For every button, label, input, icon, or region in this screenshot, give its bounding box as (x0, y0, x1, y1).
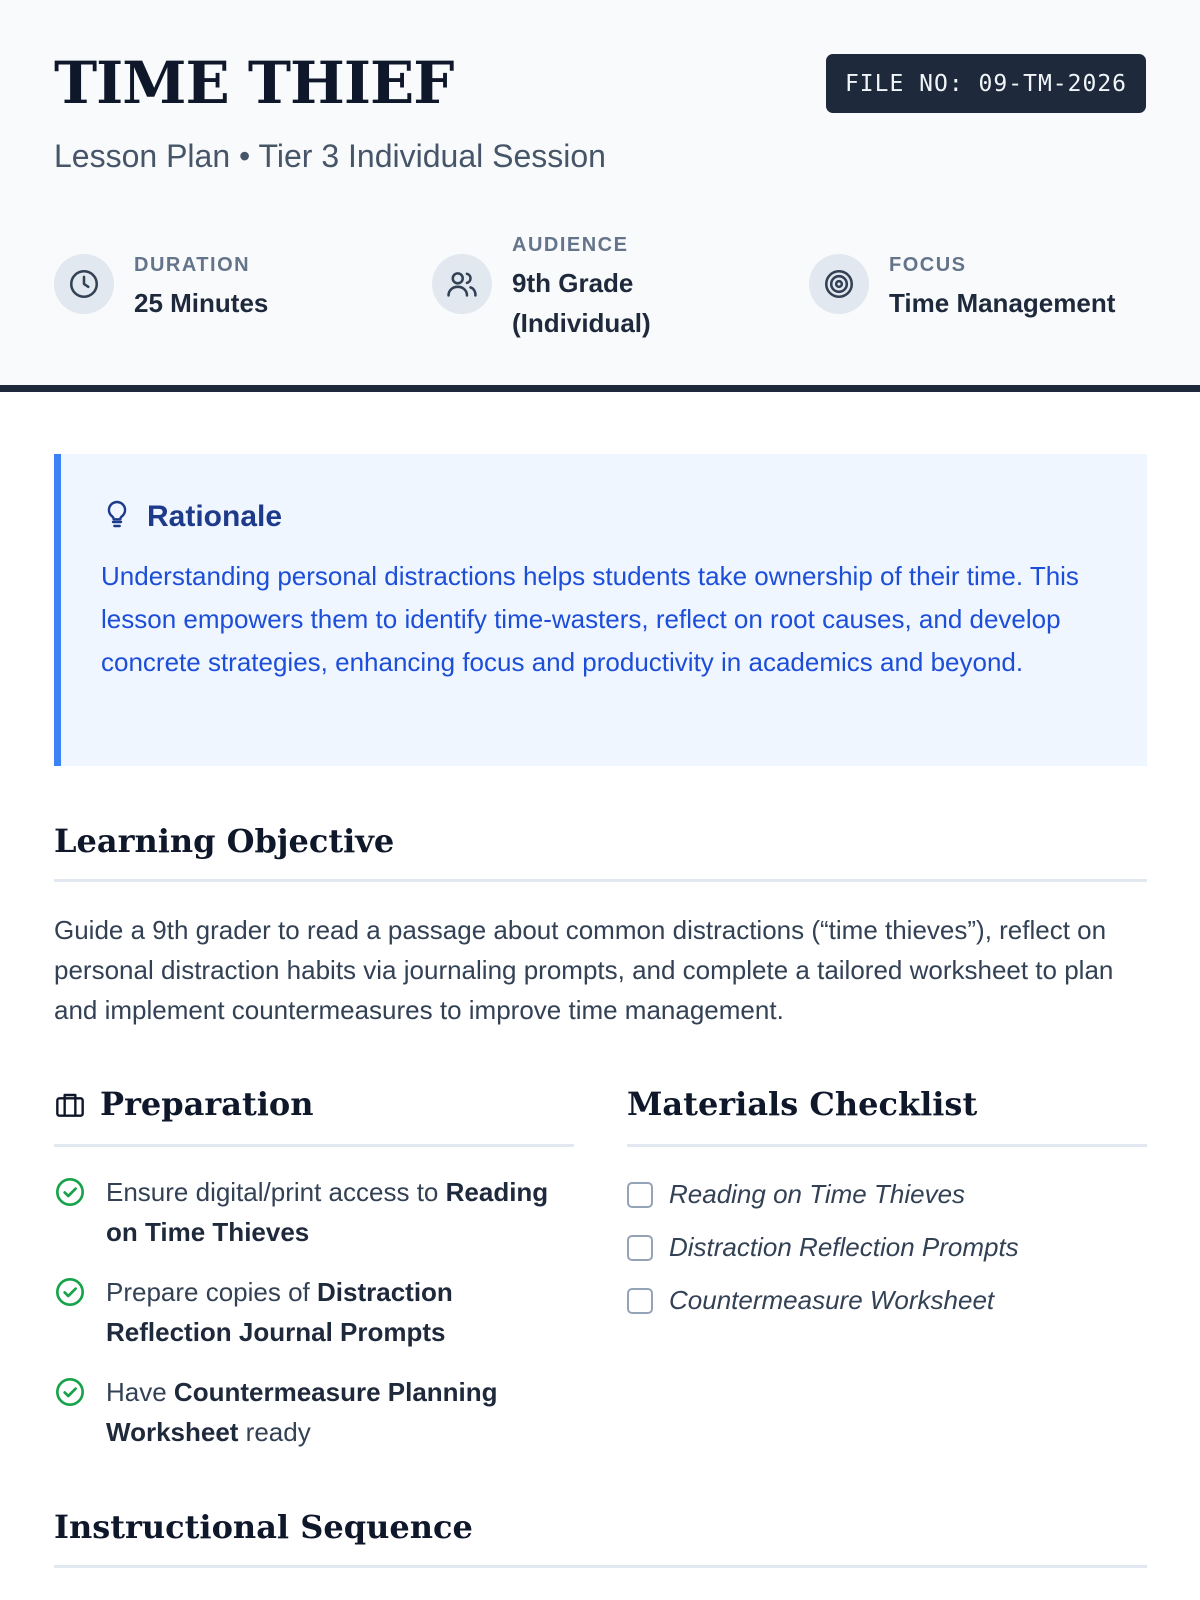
clock-icon (54, 254, 114, 314)
check-circle-icon (54, 1376, 86, 1408)
list-item (54, 1372, 574, 1452)
checkbox[interactable] (627, 1235, 653, 1261)
checklist-item-label: Distraction Reflection Prompts (669, 1232, 1019, 1262)
checkbox[interactable] (627, 1288, 653, 1314)
rationale-title: Rationale (147, 499, 283, 533)
list-item (54, 1272, 574, 1352)
learning-objective-title: Learning Objective (54, 822, 395, 860)
meta-audience-value: 9th Grade (Individual) (512, 268, 651, 338)
check-circle-icon (54, 1176, 86, 1208)
materials-header (627, 1085, 1147, 1147)
file-number-badge: FILE NO: 09-TM-2026 (826, 54, 1146, 113)
preparation-item-text: Ensure digital/print access to Reading on Time Thieves (106, 1177, 549, 1247)
rationale-callout (54, 454, 1147, 766)
preparation-header (54, 1085, 574, 1147)
meta-audience-label: AUDIENCE (512, 234, 629, 256)
preparation-list (54, 1172, 574, 1472)
learning-objective-header (54, 822, 1147, 882)
checklist-item[interactable] (627, 1232, 1147, 1263)
meta-audience (432, 234, 682, 343)
meta-focus-label: FOCUS (889, 254, 967, 276)
materials-checklist (627, 1179, 1147, 1338)
meta-duration-label: DURATION (134, 254, 251, 276)
document-title: TIME THIEF (54, 49, 454, 117)
meta-focus (809, 254, 1115, 323)
preparation-item-text: Prepare copies of Distraction Reflection Journal Prompts (106, 1277, 453, 1347)
preparation-title: Preparation (100, 1085, 314, 1123)
instructional-sequence-title: Instructional Sequence (54, 1508, 473, 1546)
lightbulb-icon (101, 498, 133, 535)
meta-focus-value: Time Management (889, 288, 1116, 318)
meta-duration (54, 254, 268, 323)
learning-objective-text: Guide a 9th grader to read a passage about common distractions (“time thieves”), reflect on personal distraction habits via journaling prompts, and complete a tailored worksheet to plan and implement countermeasures to improve time management. (54, 915, 1114, 1025)
materials-title: Materials Checklist (627, 1085, 978, 1123)
checklist-item-label: Countermeasure Worksheet (669, 1285, 995, 1315)
checklist-item[interactable] (627, 1285, 1147, 1316)
target-icon (809, 254, 869, 314)
check-circle-icon (54, 1276, 86, 1308)
document-subtitle: Lesson Plan • Tier 3 Individual Session (54, 138, 606, 174)
preparation-item-text: Have Countermeasure Planning Worksheet ready (106, 1377, 498, 1447)
checklist-item-label: Reading on Time Thieves (669, 1179, 966, 1209)
list-item (54, 1172, 574, 1252)
briefcase-icon (54, 1089, 86, 1126)
checkbox[interactable] (627, 1182, 653, 1208)
meta-duration-value: 25 Minutes (134, 288, 269, 318)
checklist-item[interactable] (627, 1179, 1147, 1210)
rationale-text: Understanding personal distractions helps students take ownership of their time. This lesson empowers them to identify time-wasters, reflect on root causes, and develop concrete strategies, enhancing focus and productivity in academics and beyond. (101, 561, 1079, 677)
instructional-sequence-header (54, 1508, 1147, 1568)
users-icon (432, 254, 492, 314)
document-header (0, 0, 1200, 392)
